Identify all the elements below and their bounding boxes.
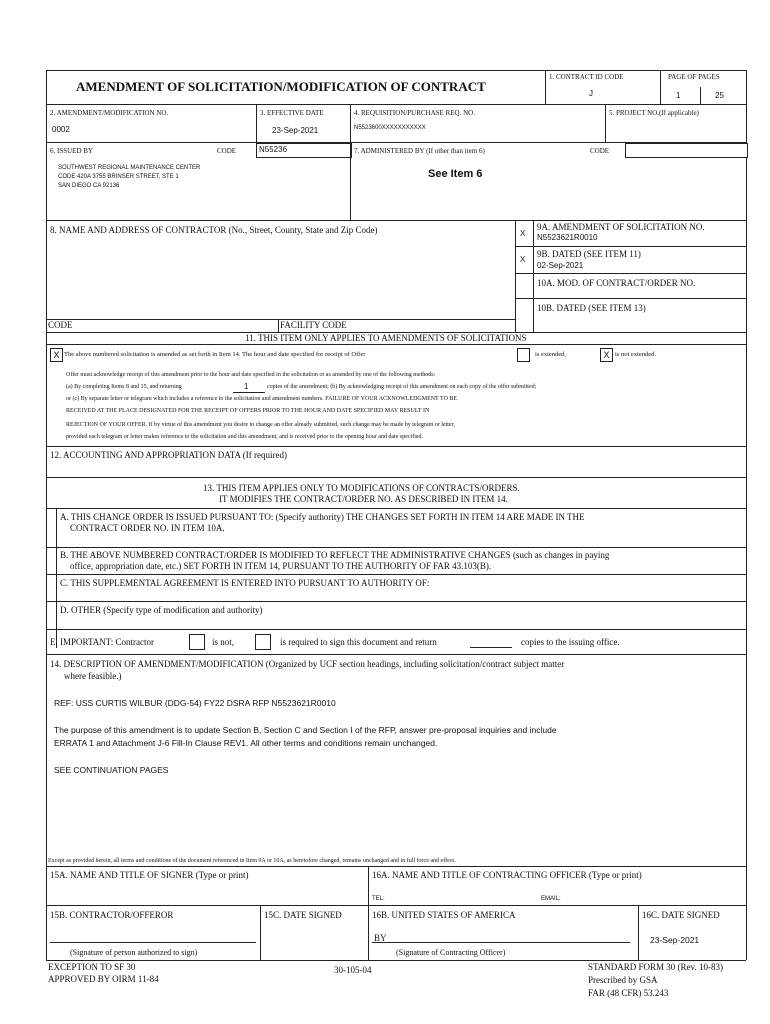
frame-top	[46, 70, 746, 71]
issuer-address-line1: SOUTHWEST REGIONAL MAINTENANCE CENTER	[58, 165, 201, 171]
contract-id-code-label: 1. CONTRACT ID CODE	[549, 73, 624, 81]
divider	[56, 508, 57, 648]
contractor-offeror-label: 15B. CONTRACTOR/OFFEROR	[50, 910, 174, 920]
approved-label: APPROVED BY OIRM 11-84	[48, 974, 159, 984]
divider	[46, 601, 746, 602]
divider	[278, 319, 279, 332]
copies-issuing: copies to the issuing office.	[521, 637, 620, 647]
issued-code: N55236	[259, 145, 288, 154]
divider	[638, 905, 639, 960]
date-signed-16c: 16C. DATE SIGNED	[642, 910, 720, 920]
tel-label: TEL:	[372, 896, 385, 902]
divider	[545, 70, 546, 104]
divider	[660, 70, 661, 104]
dated-10b-label: 10B. DATED (SEE ITEM 13)	[537, 303, 646, 313]
officer-label: 16A. NAME AND TITLE OF CONTRACTING OFFICER (Type or print)	[372, 870, 642, 880]
offer-instructions-line3: or (c) By separate letter or telegram which includes a reference to the solicitation and amendment numbers. FAILURE OF YOUR ACKNOWLEDGMENT TO BE	[66, 396, 458, 402]
amend-sol-no: N5523621R0010	[537, 233, 598, 242]
officer-signature-line[interactable]	[372, 942, 630, 943]
contractor-signature-line[interactable]	[50, 942, 256, 943]
item13c: C. THIS SUPPLEMENTAL AGREEMENT IS ENTERED INTO PURSUANT TO AUTHORITY OF:	[60, 578, 430, 588]
is-required: is required to sign this document and return	[280, 637, 437, 647]
page-number: 1	[676, 91, 681, 100]
signature-person-caption: (Signature of person authorized to sign)	[70, 948, 198, 957]
date-16c: 23-Sep-2021	[650, 935, 700, 945]
purpose-line2: ERRATA 1 and Attachment J-6 Fill-In Clause REV1. All other terms and conditions remain unchanged.	[54, 738, 438, 748]
contractor-label: 8. NAME AND ADDRESS OF CONTRACTOR (No., Street, County, State and Zip Code)	[50, 225, 378, 235]
offer-instructions-line6: provided each telegram or letter makes reference to the solicitation and this amendment, and is received prior to the opening hour and date specified.	[66, 434, 424, 440]
divider	[46, 344, 746, 345]
contractor-code-label: CODE	[48, 320, 73, 330]
issued-by-label: 6. ISSUED BY	[50, 147, 93, 155]
requisition-label: 4. REQUISITION/PURCHASE REQ. NO.	[354, 109, 475, 117]
admin-code-label: CODE	[590, 147, 610, 155]
form-title: AMENDMENT OF SOLICITATION/MODIFICATION OF CONTRACT	[76, 79, 486, 94]
see-item-6: See Item 6	[428, 168, 483, 180]
facility-code-label: FACILITY CODE	[280, 320, 347, 330]
item14-line2: where feasible.)	[64, 671, 122, 681]
divider	[46, 508, 746, 509]
page-of-pages-label: PAGE OF PAGES	[668, 73, 720, 81]
purpose-line1: The purpose of this amendment is to update Section B, Section C and Section I of the RFP, answer pre-proposal inquiries and include	[54, 725, 557, 735]
frame-left	[46, 70, 47, 960]
admin-code-box	[625, 143, 748, 158]
dated-9b-check: X	[520, 255, 526, 264]
dated-9b: 02-Sep-2021	[537, 261, 584, 270]
offer-instructions-line5: REJECTION OF YOUR OFFER. If by virtue of this amendment you desire to change an offer already submitted, such change may be made by telegram or letter,	[66, 422, 455, 428]
divider	[46, 104, 746, 105]
reference-line: REF: USS CURTIS WILBUR (DDG-54) FY22 DSRA RFP N5523621R0010	[54, 698, 336, 708]
divider	[515, 220, 516, 332]
divider	[700, 87, 701, 104]
effective-date-label: 3. EFFECTIVE DATE	[260, 109, 324, 117]
amend-no-label: 2. AMENDMENT/MODIFICATION NO.	[50, 109, 169, 117]
item11-text: The above numbered solicitation is amended as set forth in Item 14. The hour and date specified for receipt of Offer	[64, 351, 366, 358]
divider	[350, 104, 351, 142]
frame-right	[746, 70, 747, 960]
divider	[46, 960, 746, 961]
divider	[515, 273, 746, 274]
item14-line1: 14. DESCRIPTION OF AMENDMENT/MODIFICATION (Organized by UCF section headings, including solicitation/contract subject matter	[50, 659, 565, 669]
exception-label: EXCEPTION TO SF 30	[48, 962, 136, 972]
item13-title-line1: 13. THIS ITEM APPLIES ONLY TO MODIFICATIONS OF CONTRACTS/ORDERS.	[203, 483, 520, 493]
not-extended-checkbox[interactable]: X	[600, 348, 613, 362]
by-label: BY	[374, 933, 387, 943]
divider	[233, 392, 265, 393]
page-count: 25	[715, 91, 724, 100]
amend-sol-label: 9A. AMENDMENT OF SOLICITATION NO.	[537, 222, 705, 232]
item11-amended-checkbox[interactable]: X	[50, 348, 63, 362]
except-line: Except as provided herein, all terms and conditions of the document referenced in Item 9A or 10A, as heretofore changed, remains unchanged and in full force and effect.	[48, 858, 456, 864]
is-extended: is extended,	[535, 351, 567, 358]
offer-instructions-line2a: (a) By completing Items 8 and 15, and returning	[66, 384, 182, 390]
copies-count: 1	[244, 382, 249, 391]
requisition-no: N5523600XXXXXXXXXXX	[354, 125, 426, 131]
project-no-label: 5. PROJECT NO.(If applicable)	[609, 109, 699, 117]
amend-sol-check: X	[520, 229, 526, 238]
contract-id-code: J	[589, 89, 593, 98]
divider	[515, 246, 746, 247]
prescribed-by: Prescribed by GSA	[588, 975, 658, 985]
item13a-line1: A. THIS CHANGE ORDER IS ISSUED PURSUANT TO: (Specify authority) THE CHANGES SET FORTH IN ITEM 14 ARE MADE IN THE	[60, 512, 585, 522]
item11-title: 11. THIS ITEM ONLY APPLIES TO AMENDMENTS OF SOLICITATIONS	[245, 333, 527, 343]
standard-form: STANDARD FORM 30 (Rev. 10-83)	[588, 962, 723, 972]
issuer-address-line3: SAN DIEGO CA 92136	[58, 183, 120, 189]
important-label: E. IMPORTANT: Contractor	[50, 637, 155, 647]
offer-instructions-line1: Offer must acknowledge receipt of this amendment prior to the hour and date specified in the solicitation or as amended by one of the following methods:	[66, 372, 436, 378]
email-label: EMAIL:	[541, 896, 561, 902]
is-not: is not,	[212, 637, 235, 647]
item12-label: 12. ACCOUNTING AND APPROPRIATION DATA (If required)	[50, 450, 288, 460]
item13b-line1: B. THE ABOVE NUMBERED CONTRACT/ORDER IS MODIFIED TO REFLECT THE ADMINISTRATIVE CHANGES (such as changes in paying	[60, 550, 610, 560]
divider	[605, 104, 606, 142]
signature-officer-caption: (Signature of Contracting Officer)	[396, 948, 506, 957]
item13d: D. OTHER (Specify type of modification and authority)	[60, 605, 263, 615]
is-required-checkbox[interactable]	[255, 634, 271, 650]
divider	[46, 654, 746, 655]
offer-instructions-line4: RECEIVED AT THE PLACE DESIGNATED FOR THE RECEIPT OF OFFERS PRIOR TO THE HOUR AND DATE SPECIFIED MAY RESULT IN	[66, 408, 430, 414]
divider	[46, 547, 746, 548]
item13-title-line2: IT MODIFIES THE CONTRACT/ORDER NO. AS DESCRIBED IN ITEM 14.	[219, 494, 508, 504]
divider	[470, 647, 512, 648]
divider	[46, 629, 746, 630]
issuer-address-line2: CODE 420A 3755 BRINSER STREET, STE 1	[58, 174, 179, 180]
dated-9b-label: 9B. DATED (SEE ITEM 11)	[537, 249, 641, 259]
divider	[260, 905, 261, 960]
divider	[46, 866, 746, 867]
divider	[46, 220, 746, 221]
divider	[533, 220, 534, 332]
not-extended: is not extended.	[615, 351, 656, 358]
issued-code-label: CODE	[217, 147, 237, 155]
administered-by-label: 7. ADMINISTERED BY (If other than item 6)	[354, 147, 485, 155]
offer-instructions-line2b: copies of the amendment; (b) By acknowledging receipt of this amendment on each copy of the offer submitted;	[267, 384, 537, 390]
divider	[46, 477, 746, 478]
mod-10a-label: 10A. MOD. OF CONTRACT/ORDER NO.	[537, 278, 696, 288]
is-not-checkbox[interactable]	[189, 634, 205, 650]
divider	[46, 446, 746, 447]
divider	[350, 142, 351, 220]
signer-label: 15A. NAME AND TITLE OF SIGNER (Type or print)	[50, 870, 249, 880]
item13a-line2: CONTRACT ORDER NO. IN ITEM 10A.	[70, 523, 225, 533]
divider	[256, 104, 257, 142]
far-reference: FAR (48 CFR) 53.243	[588, 988, 669, 998]
item13b-line2: office, appropriation date, etc.) SET FORTH IN ITEM 14, PURSUANT TO THE AUTHORITY OF FAR 43.103(B).	[70, 561, 492, 571]
divider	[515, 298, 746, 299]
form-number: 30-105-04	[334, 965, 372, 975]
extended-checkbox[interactable]	[517, 348, 530, 362]
see-continuation: SEE CONTINUATION PAGES	[54, 765, 169, 775]
amend-no: 0002	[52, 125, 70, 134]
divider	[46, 905, 746, 906]
effective-date: 23-Sep-2021	[272, 126, 319, 135]
date-signed-15c: 15C. DATE SIGNED	[264, 910, 342, 920]
divider	[368, 866, 369, 960]
usa-label: 16B. UNITED STATES OF AMERICA	[372, 910, 516, 920]
divider	[46, 574, 746, 575]
